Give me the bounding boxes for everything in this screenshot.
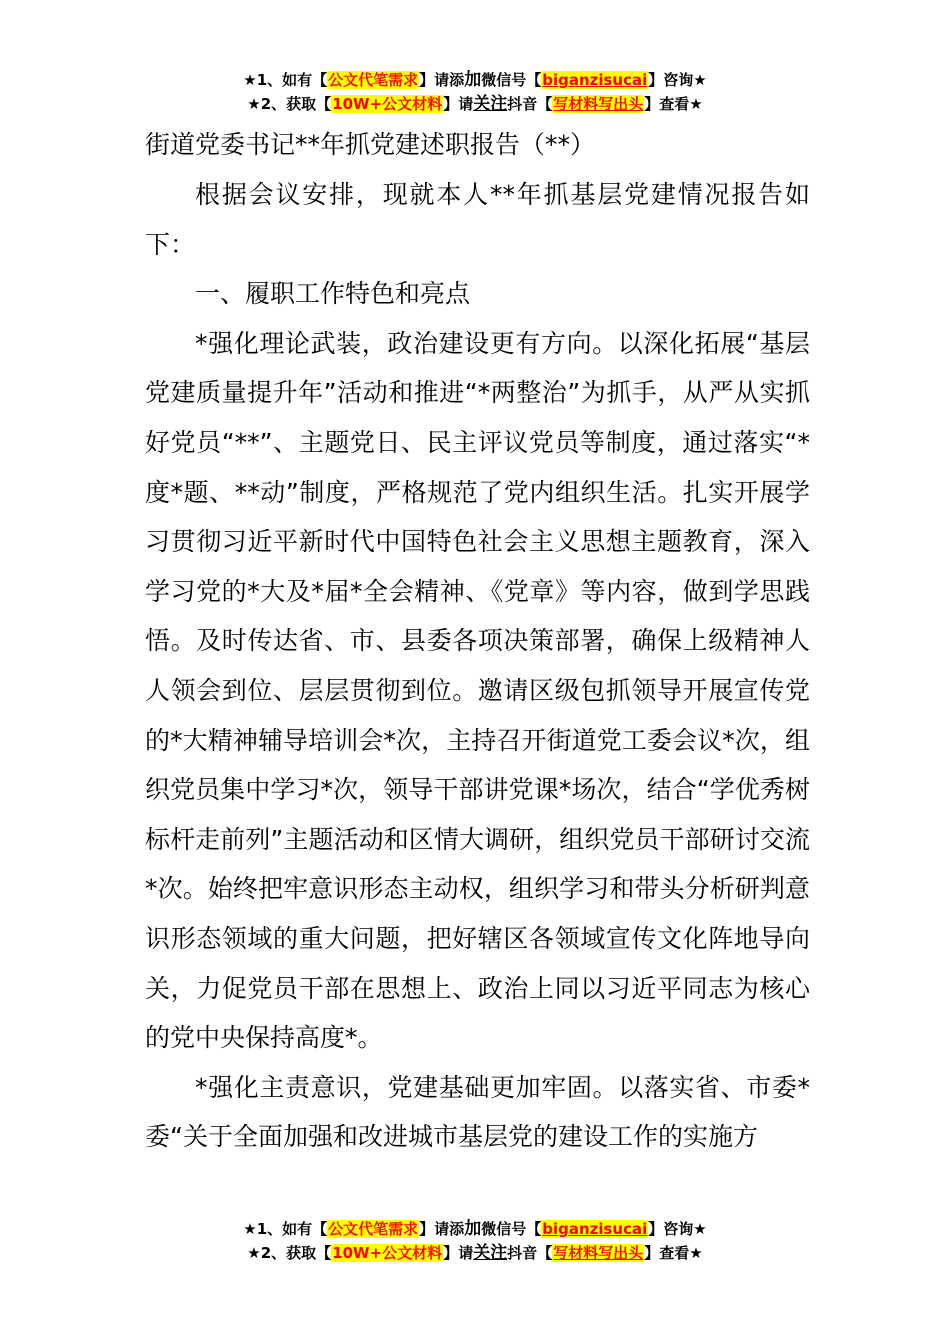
body-paragraph: *强化主责意识，党建基础更加牢固。以落实省、市委*委“关于全面加强和改进城市基层党的建设工作的实施方 <box>145 1072 810 1152</box>
document-title: 街道党委书记**年抓党建述职报告（**） <box>145 130 596 159</box>
promo-highlight: 写材料写出头 <box>553 1244 644 1262</box>
section-heading: 一、履职工作特色和亮点 <box>195 279 471 309</box>
promo-text: 】咨询★ <box>648 1220 707 1238</box>
document-body <box>145 170 810 1162</box>
promo-text: 抖音【 <box>507 1244 553 1262</box>
promo-highlight: 10W+公文材料 <box>332 1244 443 1262</box>
promo-line-2 <box>0 1241 950 1265</box>
intro-paragraph: 根据会议安排，现就本人**年抓基层党建情况报告如下： <box>145 180 810 259</box>
promo-banner-top <box>0 68 950 116</box>
promo-text: 】请添 <box>419 71 465 89</box>
promo-line-1 <box>0 68 950 92</box>
promo-text: 】咨询★ <box>648 71 707 89</box>
promo-highlight: biganzisucai <box>542 71 648 89</box>
promo-text: 】请 <box>443 1244 474 1262</box>
promo-banner-bottom <box>0 1217 950 1265</box>
promo-text: ★1、如有【 <box>243 71 328 89</box>
promo-highlight: 公文代笔需求 <box>328 1220 419 1238</box>
promo-text: 加 <box>464 1219 482 1239</box>
promo-text: 微信号【 <box>481 71 542 89</box>
promo-text: 加 <box>464 70 482 90</box>
promo-text: 微信号【 <box>481 1220 542 1238</box>
promo-line-2 <box>0 92 950 116</box>
promo-highlight: 10W+公文材料 <box>332 95 443 113</box>
promo-highlight: 公文代笔需求 <box>328 71 419 89</box>
promo-text: 关注 <box>473 1243 508 1263</box>
promo-text: ★2、获取【 <box>247 95 332 113</box>
promo-highlight: biganzisucai <box>542 1220 648 1238</box>
promo-text: ★1、如有【 <box>243 1220 328 1238</box>
promo-text: 】查看★ <box>644 95 703 113</box>
promo-text: 】请添 <box>419 1220 465 1238</box>
promo-line-1 <box>0 1217 950 1241</box>
promo-text: 抖音【 <box>507 95 553 113</box>
body-paragraph: *强化理论武装，政治建设更有方向。以深化拓展“基层党建质量提升年”活动和推进“*两整治”为抓手，从严从实抓好党员“**”、主题党日、民主评议党员等制度，通过落实“*度*题、**动”制度，严格规范了党内组织生活。扎实开展学习贯彻习近平新时代中国特色社会主义思想主题教育，深入学习党的*大及*届*全会精神、《党章》等内容，做到学思践悟。及时传达省、市、县委各项决策部署，确保上级精神人人领会到位、层层贯彻到位。邀请区级包抓领导开展宣传党的*大精神辅导培训会*次，主持召开街道党工委会议*次，组织党员集中学习*次，领导干部讲党课*场次，结合“学优秀树标杆走前列”主题活动和区情大调研，组织党员干部研讨交流*次。始终把牢意识形态主动权，组织学习和带头分析研判意识形态领域的重大问题，把好辖区各领域宣传文化阵地导向关，力促党员干部在思想上、政治上同以习近平同志为核心的党中央保持高度*。 <box>145 328 810 1053</box>
promo-text: 】查看★ <box>644 1244 703 1262</box>
promo-text: ★2、获取【 <box>247 1244 332 1262</box>
promo-text: 关注 <box>473 94 508 114</box>
promo-text: 】请 <box>443 95 474 113</box>
promo-highlight: 写材料写出头 <box>553 95 644 113</box>
